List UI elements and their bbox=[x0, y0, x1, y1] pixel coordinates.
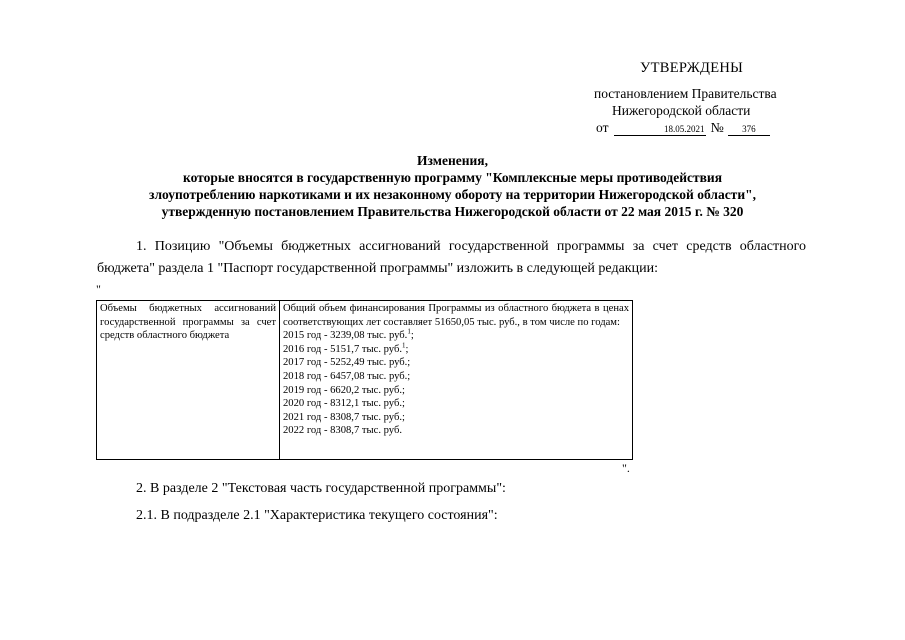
heading-line-3: злоупотреблению наркотиками и их незаконному обороту на территории Нижегородской области", bbox=[149, 187, 756, 202]
close-quote: ". bbox=[622, 461, 630, 475]
footnote-mark: 1 bbox=[407, 327, 411, 336]
budget-value-cell bbox=[280, 301, 633, 460]
approval-line-2: Нижегородской области bbox=[612, 103, 751, 118]
table-row bbox=[97, 301, 633, 460]
year-line: 2017 год - 5252,49 тыс. руб.; bbox=[283, 357, 411, 369]
paragraph-1-line-2: бюджета" раздела 1 "Паспорт государственной программы" изложить в следующей редакции: bbox=[97, 261, 658, 276]
from-label: от bbox=[596, 120, 609, 135]
year-line: 2016 год - 5151,7 тыс. руб.$^1$; bbox=[283, 341, 409, 355]
paragraph-1-line-1: 1. Позицию "Объемы бюджетных ассигнований государственной программы за счет средств областного bbox=[136, 239, 806, 254]
approval-date-number bbox=[596, 120, 770, 137]
budget-table bbox=[96, 300, 633, 460]
paragraph-2: 2. В разделе 2 "Текстовая часть государственной программы": bbox=[136, 481, 506, 496]
heading-line-1: Изменения, bbox=[417, 153, 488, 168]
approval-number: 376 bbox=[728, 124, 770, 136]
heading-line-4: утвержденную постановлением Правительства Нижегородской области от 22 мая 2015 г. № 320 bbox=[161, 204, 744, 219]
year-line: 2018 год - 6457,08 тыс. руб.; bbox=[283, 370, 411, 382]
footnote-mark: 1 bbox=[402, 341, 406, 350]
heading-line-2: которые вносятся в государственную программу "Комплексные меры противодействия bbox=[182, 170, 723, 185]
approval-date: 18.05.2021 bbox=[614, 124, 706, 136]
open-quote: " bbox=[96, 282, 101, 296]
year-line: 2021 год - 8308,7 тыс. руб.; bbox=[283, 411, 405, 423]
number-sign: № bbox=[710, 121, 724, 136]
approval-title: УТВЕРЖДЕНЫ bbox=[640, 60, 744, 76]
changes-heading bbox=[0, 152, 905, 220]
budget-label-cell: Объемы бюджетных ассигнований государственной программы за счет средств областного бюджета bbox=[97, 301, 280, 460]
year-line: 2015 год - 3239,08 тыс. руб.$^1$; bbox=[283, 327, 414, 342]
year-line: 2019 год - 6620,2 тыс. руб.; bbox=[283, 384, 405, 396]
year-line: 2020 год - 8312,1 тыс. руб.; bbox=[283, 398, 405, 410]
paragraph-2-1: 2.1. В подразделе 2.1 "Характеристика текущего состояния": bbox=[136, 508, 498, 523]
budget-intro: Общий объем финансирования Программы из областного бюджета в ценах соответствующих лет составляет 51650,05 тыс. руб., в том числе по годам: bbox=[283, 303, 629, 328]
year-line: 2022 год - 8308,7 тыс. руб. bbox=[283, 425, 403, 437]
approval-line-1: постановлением Правительства bbox=[594, 86, 777, 101]
